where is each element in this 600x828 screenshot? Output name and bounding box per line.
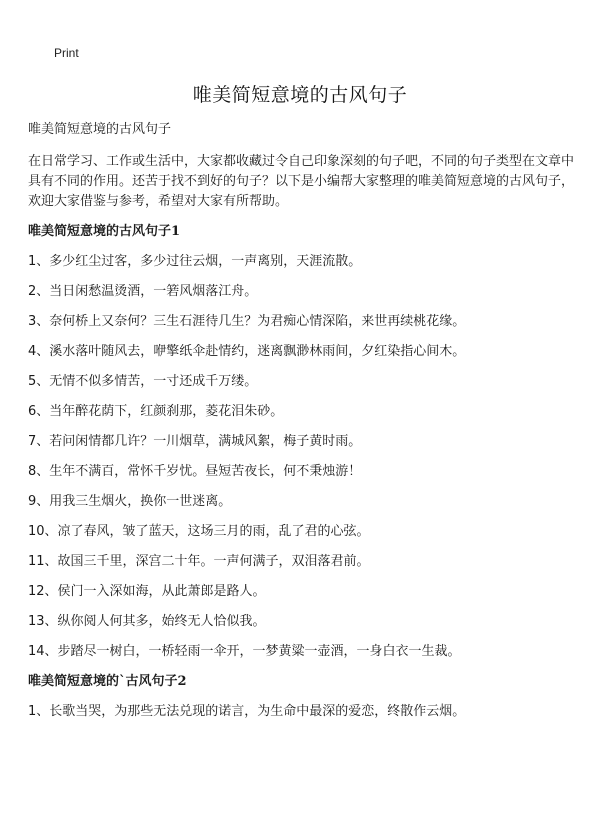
section-heading-2: 唯美简短意境的`古风句子2: [28, 674, 187, 689]
sentence-list-1: [28, 252, 576, 662]
sentence-item: 4、溪水落叶随风去，咿擎纸伞赴情约，迷离飘渺林雨间，夕红染指心间木。: [28, 344, 466, 359]
sentence-item: 2、当日闲愁温烫酒，一箬风烟落江舟。: [28, 284, 258, 299]
sentence-item: 9、用我三生烟火，换你一世迷离。: [28, 494, 232, 509]
sentence-item: 13、纵你阅人何其多，始终无人恰似我。: [28, 614, 266, 629]
sentence-item: 6、当年醉花荫下，红颜刹那，菱花泪朱砂。: [28, 404, 284, 419]
sentence-item: 11、故国三千里，深宫二十年。一声何满子，双泪落君前。: [28, 554, 370, 569]
sentence-item: 12、侯门一入深如海，从此萧郎是路人。: [28, 584, 266, 599]
sentence-item: 14、步踏尽一树白，一桥轻雨一伞开，一梦黄粱一壶酒，一身白衣一生裁。: [28, 644, 461, 659]
print-link[interactable]: Print: [54, 46, 79, 60]
sentence-item: 5、无情不似多情苦，一寸还成千万缕。: [28, 374, 258, 389]
sentence-item: 7、若问闲情都几许？一川烟草，满城风絮，梅子黄时雨。: [28, 434, 362, 449]
sentence-list-2: [28, 702, 576, 722]
article-subtitle: 唯美简短意境的古风句子: [28, 122, 172, 137]
sentence-item: 8、生年不满百，常怀千岁忧。昼短苦夜长，何不秉烛游！: [28, 464, 362, 479]
sentence-item: 1、长歌当哭，为那些无法兑现的诺言，为生命中最深的爱恋，终散作云烟。: [28, 704, 466, 719]
article-body: [28, 120, 576, 732]
page-title: 唯美简短意境的古风句子: [192, 84, 408, 106]
intro-paragraph: 在日常学习、工作或生活中，大家都收藏过令自己印象深刻的句子吧，不同的句子类型在文章中具有不同的作用。还苦于找不到好的句子？以下是小编帮大家整理的唯美简短意境的古风句子，欢迎大家借鉴与参考，希望对大家有所帮助。: [28, 154, 575, 209]
sentence-item: 3、奈何桥上又奈何？三生石涯待几生？为君痴心情深陷，来世再续桃花缘。: [28, 314, 466, 329]
section-heading-1: 唯美简短意境的古风句子1: [28, 224, 181, 239]
sentence-item: 1、多少红尘过客，多少过往云烟，一声离别，天涯流散。: [28, 254, 362, 269]
sentence-item: 10、凉了春风，皱了蓝天，这场三月的雨，乱了君的心弦。: [28, 524, 370, 539]
